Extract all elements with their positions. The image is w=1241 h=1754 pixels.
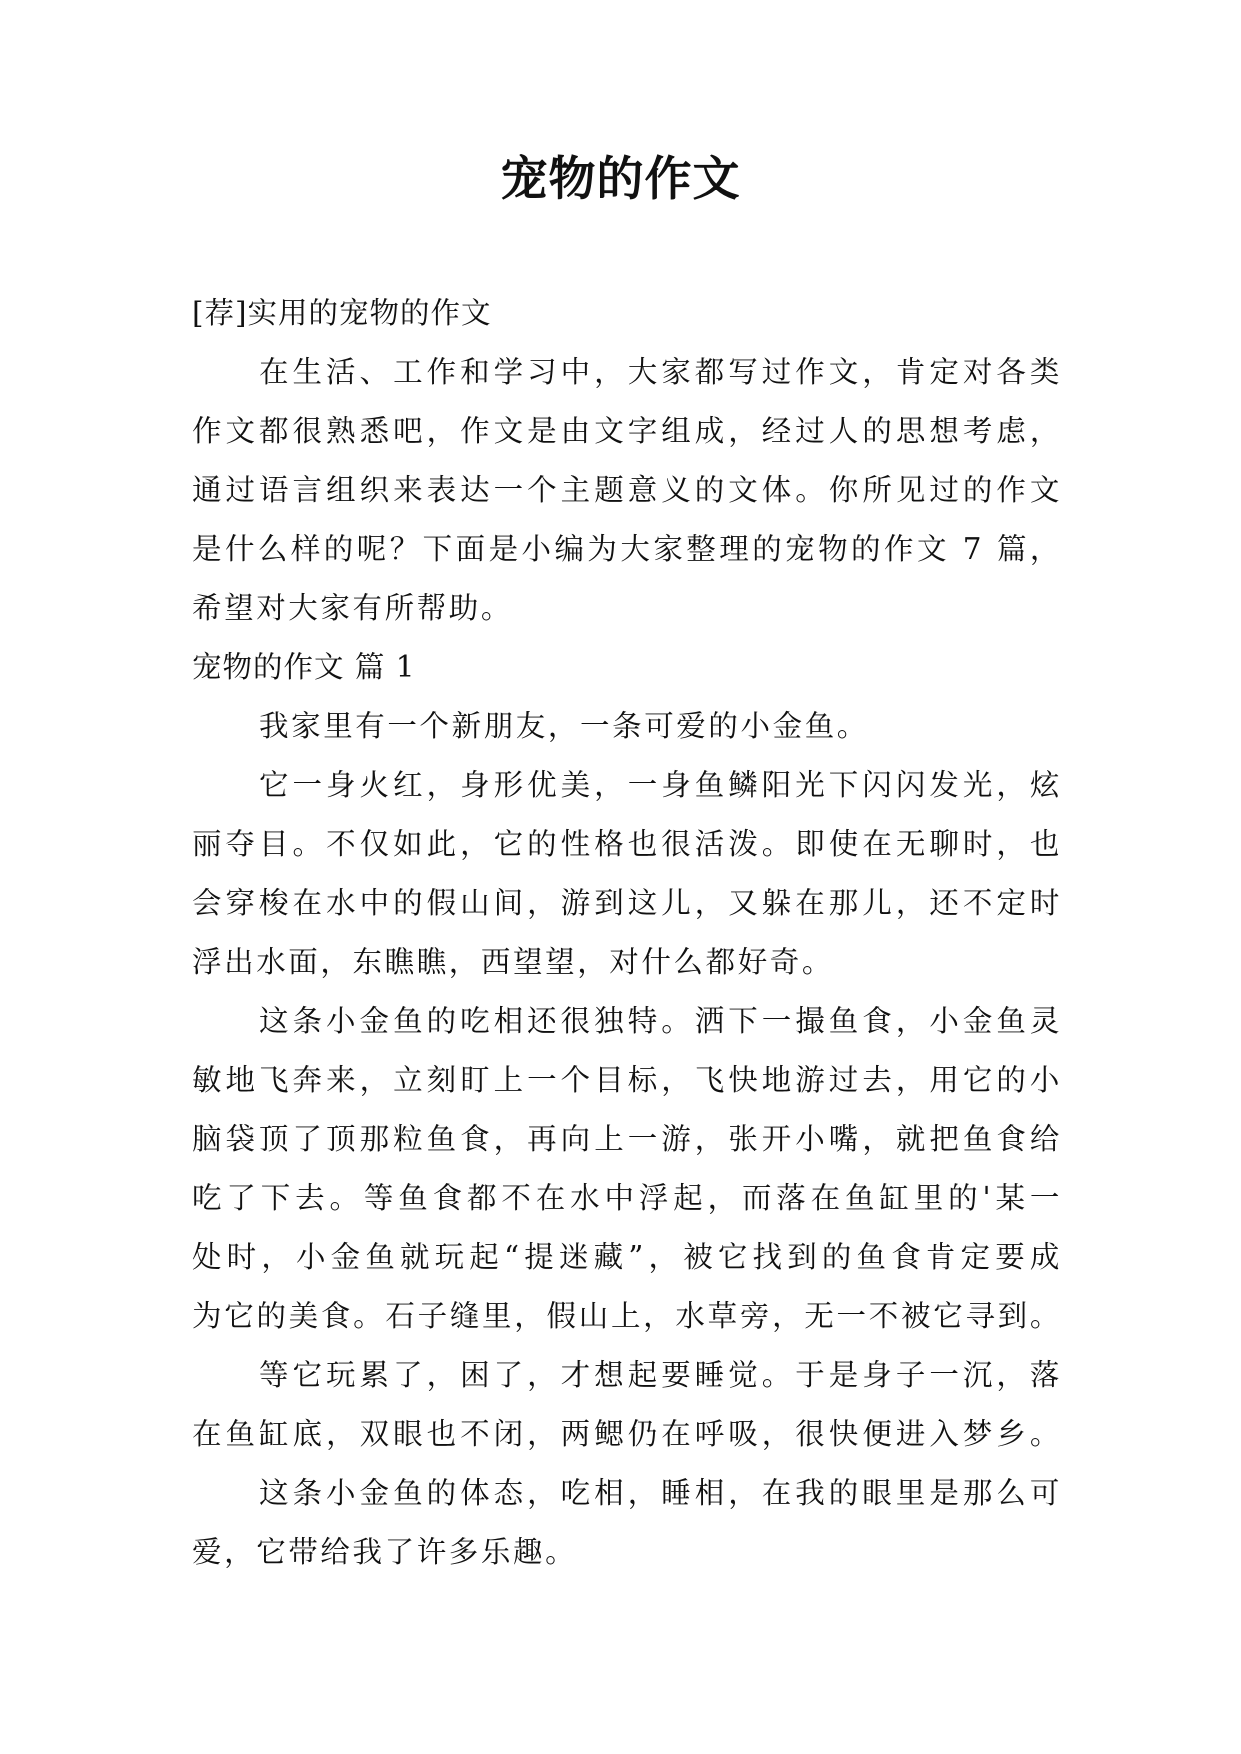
document-body — [192, 284, 1062, 1582]
paragraph2-line-4: 浮出水面，东瞧瞧，西望望，对什么都好奇。 — [192, 945, 835, 979]
paragraph1-line-1: 我家里有一个新朋友，一条可爱的小金鱼。 — [259, 709, 869, 743]
paragraph3-line-3: 脑袋顶了顶那粒鱼食，再向上一游，张开小嘴，就把鱼食给 — [192, 1122, 1062, 1156]
intro-line-1: 在生活、工作和学习中，大家都写过作文，肯定对各类 — [259, 355, 1062, 389]
intro-line-2: 作文都很熟悉吧，作文是由文字组成，经过人的思想考虑， — [192, 414, 1062, 448]
paragraph4-line-2: 在鱼缸底，双眼也不闭，两鳃仍在呼吸，很快便进入梦乡。 — [192, 1417, 1062, 1451]
intro-line-4: 是什么样的呢？下面是小编为大家整理的宠物的作文 7 篇， — [192, 532, 1062, 566]
document-title: 宠物的作文 — [500, 152, 741, 207]
paragraph4-line-1: 等它玩累了，困了，才想起要睡觉。于是身子一沉，落 — [259, 1358, 1062, 1392]
paragraph3-line-1: 这条小金鱼的吃相还很独特。洒下一撮鱼食，小金鱼灵 — [259, 1004, 1062, 1038]
paragraph3-line-4: 吃了下去。等鱼食都不在水中浮起，而落在鱼缸里的'某一 — [192, 1181, 1062, 1215]
paragraph2-line-1: 它一身火红，身形优美，一身鱼鳞阳光下闪闪发光，炫 — [259, 768, 1062, 802]
intro-line-3: 通过语言组织来表达一个主题意义的文体。你所见过的作文 — [192, 473, 1062, 507]
paragraph2-line-3: 会穿梭在水中的假山间，游到这儿，又躲在那儿，还不定时 — [192, 886, 1062, 920]
section-heading: 宠物的作文 篇 1 — [192, 650, 416, 684]
paragraph5-line-2: 爱，它带给我了许多乐趣。 — [192, 1535, 578, 1569]
paragraph3-line-6: 为它的美食。石子缝里，假山上，水草旁，无一不被它寻到。 — [192, 1299, 1062, 1333]
intro-heading: [荐]实用的宠物的作文 — [192, 296, 492, 330]
paragraph3-line-5: 处时，小金鱼就玩起“提迷藏”，被它找到的鱼食肯定要成 — [192, 1240, 1062, 1274]
paragraph3-line-2: 敏地飞奔来，立刻盯上一个目标，飞快地游过去，用它的小 — [192, 1063, 1062, 1097]
intro-line-5: 希望对大家有所帮助。 — [192, 591, 514, 625]
paragraph2-line-2: 丽夺目。不仅如此，它的性格也很活泼。即使在无聊时，也 — [192, 827, 1062, 861]
paragraph5-line-1: 这条小金鱼的体态，吃相，睡相，在我的眼里是那么可 — [259, 1476, 1062, 1510]
